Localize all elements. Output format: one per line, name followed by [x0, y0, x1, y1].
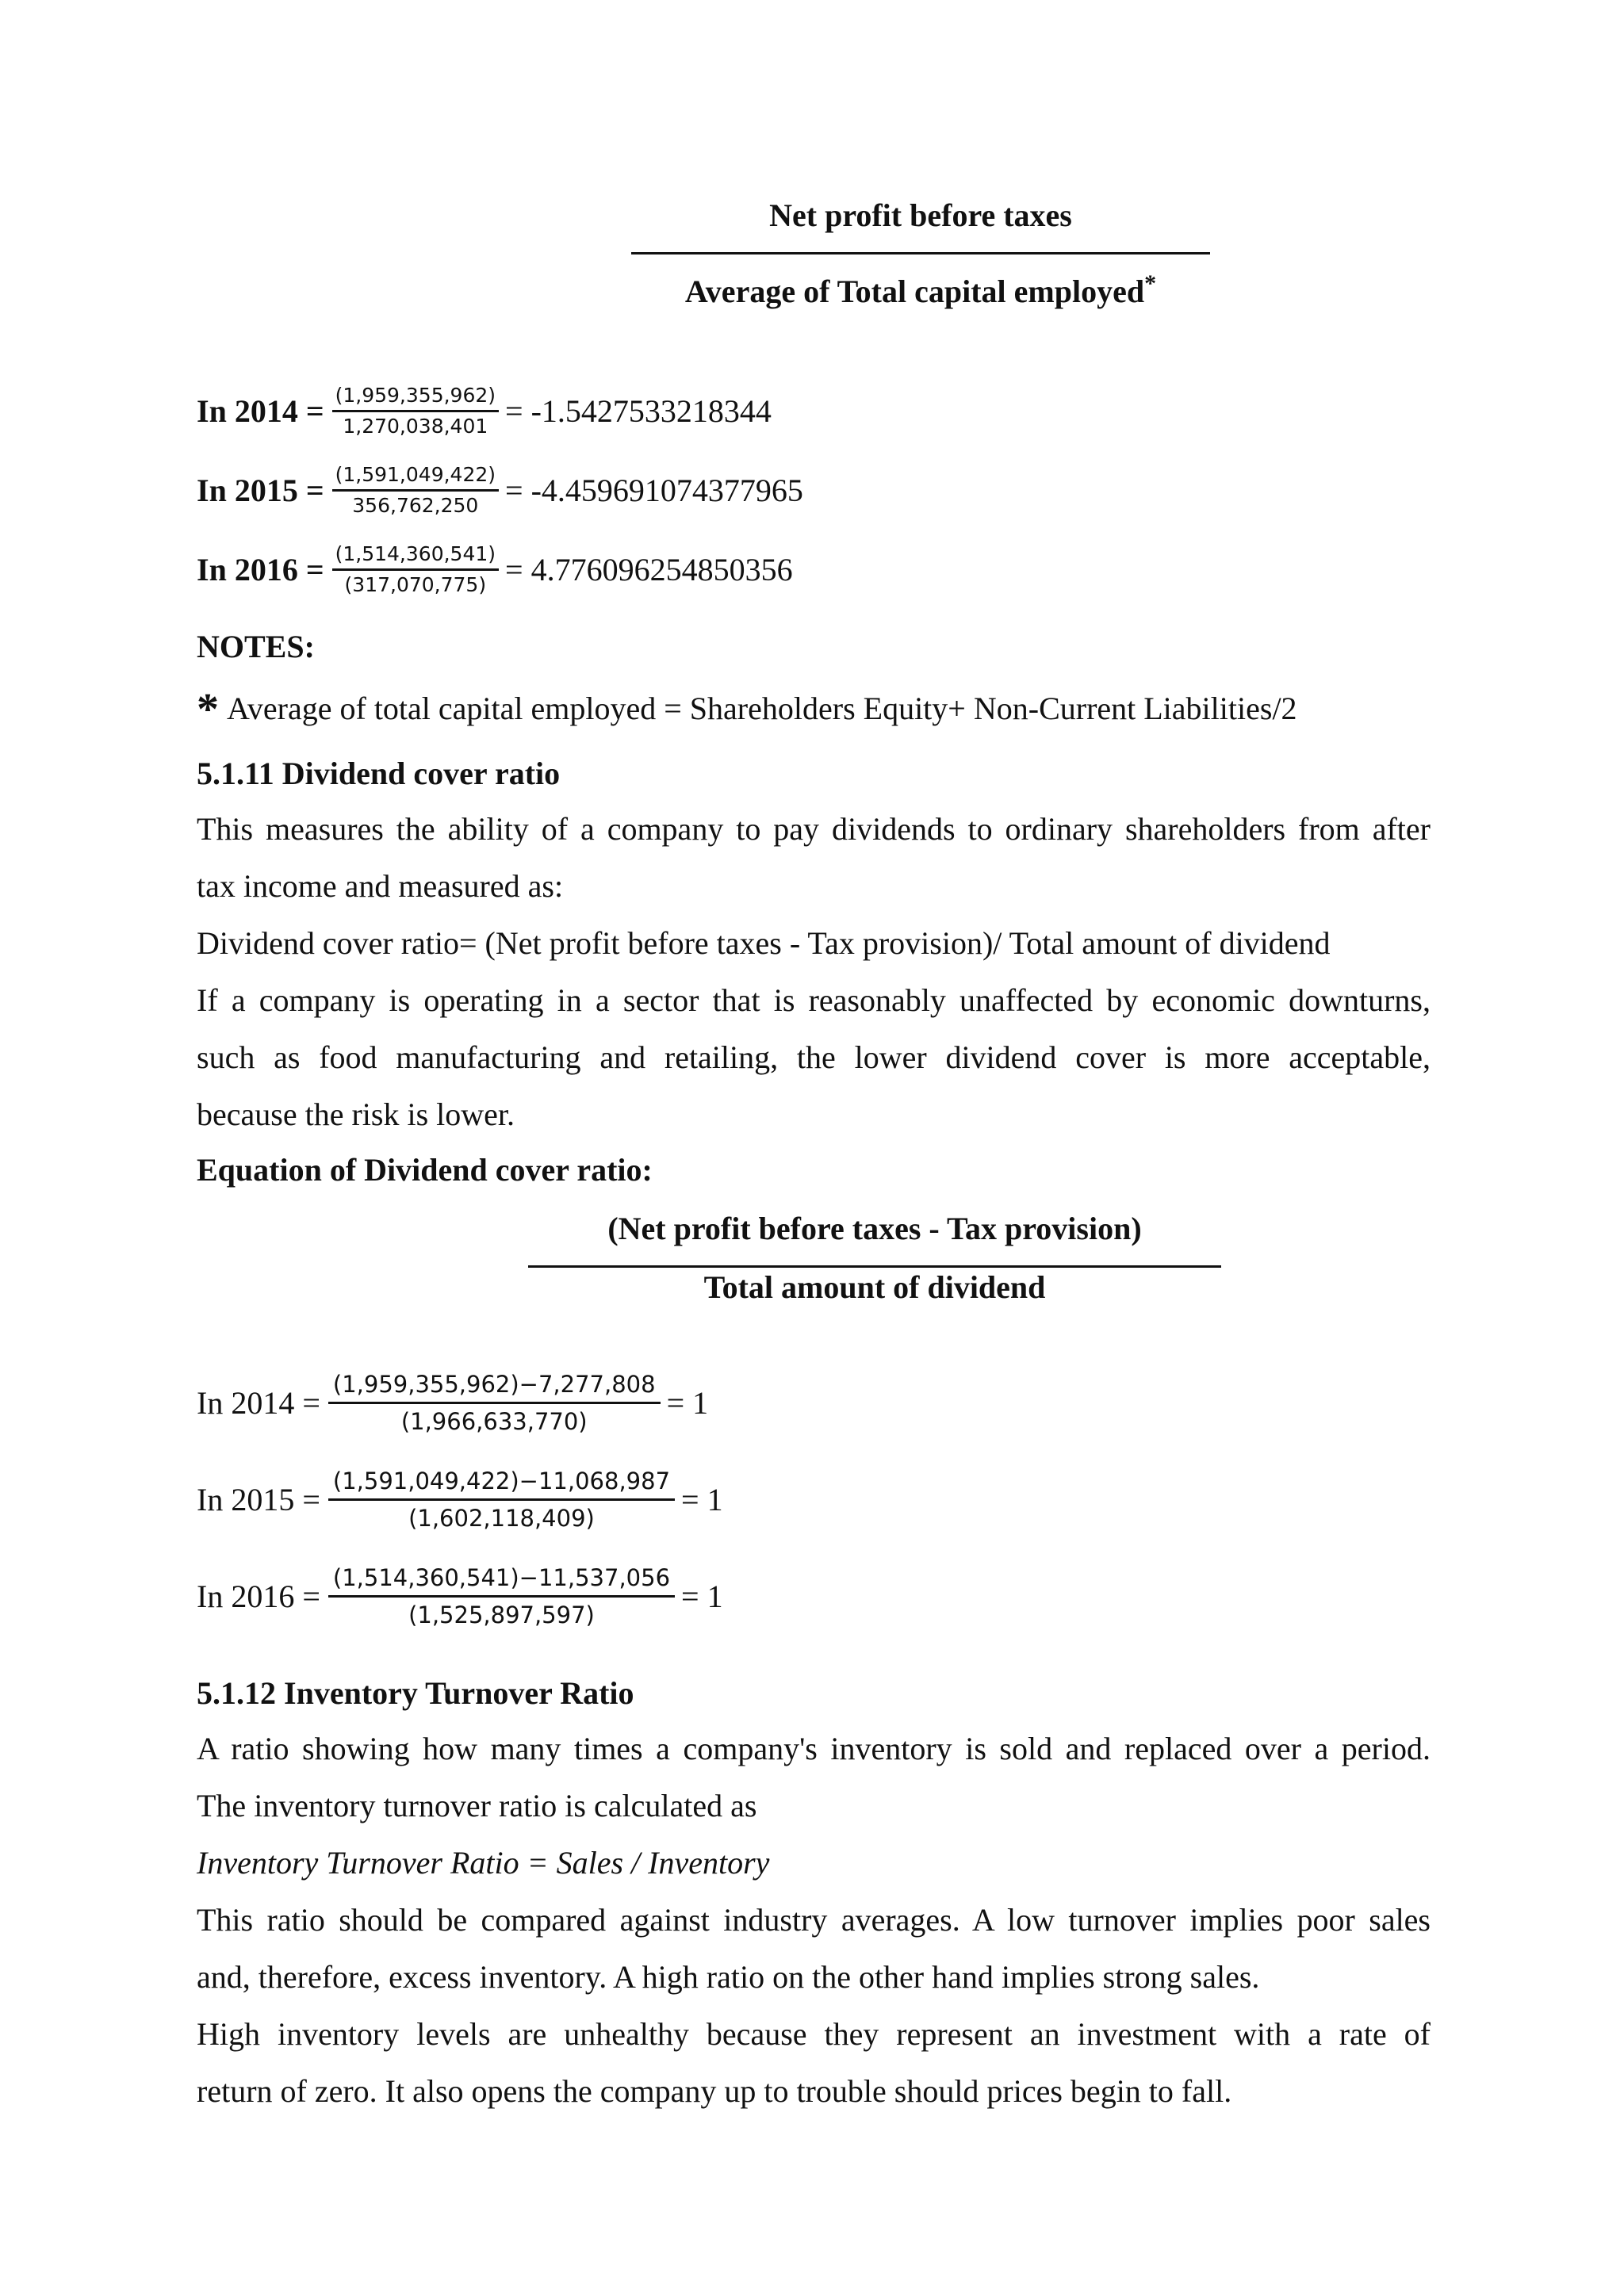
roce-denominator — [631, 265, 1210, 311]
row-label: In 2014 = — [197, 1385, 320, 1421]
text-line: The inventory turnover ratio is calculated as — [197, 1788, 757, 1823]
fraction-numerator: (1,959,355,962) — [332, 384, 499, 412]
note-star: * — [197, 685, 219, 734]
dividend-intro — [197, 801, 1431, 1143]
fraction-denominator: 356,762,250 — [352, 494, 479, 517]
row-result: = 1 — [681, 1482, 723, 1517]
text-line: tax income and measured as: — [197, 868, 564, 904]
dividend-heading: 5.1.11 Dividend cover ratio — [197, 756, 561, 791]
row-fraction — [328, 1563, 675, 1629]
fraction-numerator: (1,591,049,422)−11,068,987 — [328, 1467, 675, 1501]
note-line — [197, 685, 1297, 734]
dividend-numerator: (Net profit before taxes - Tax provision) — [607, 1211, 1142, 1246]
row-fraction — [328, 1467, 675, 1533]
row-result: = 1 — [666, 1385, 709, 1421]
inventory-formula: Inventory Turnover Ratio = Sales / Inventory — [197, 1845, 770, 1881]
inventory-body — [197, 1720, 1431, 2120]
fraction-numerator: (1,959,355,962)−7,277,808 — [328, 1370, 661, 1404]
fraction-denominator: 1,270,038,401 — [343, 415, 488, 438]
text-line: because the risk is lower. — [197, 1096, 515, 1132]
row-label: In 2016 = — [197, 552, 324, 587]
fraction-numerator: (1,591,049,422) — [332, 463, 499, 492]
roce-fraction-line — [631, 252, 1210, 254]
roce-row-2014 — [197, 384, 772, 438]
fraction-denominator: (1,602,118,409) — [408, 1505, 595, 1532]
row-fraction — [332, 384, 499, 438]
text-line: and, therefore, excess inventory. A high ratio on the other hand implies strong sales. — [197, 1959, 1260, 1995]
row-label: In 2014 = — [197, 393, 324, 429]
row-label: In 2015 = — [197, 473, 324, 508]
roce-row-2015 — [197, 463, 803, 518]
roce-row-2016 — [197, 542, 793, 597]
row-result: = -1.5427533218344 — [505, 393, 772, 429]
row-label: In 2015 = — [197, 1482, 320, 1517]
text-line: High inventory levels are unhealthy because they represent an investment with a rate of — [197, 2016, 1431, 2052]
note-text: Average of total capital employed = Shareholders Equity+ Non-Current Liabilities/2 — [227, 691, 1297, 726]
text-line: return of zero. It also opens the company up to trouble should prices begin to fall. — [197, 2073, 1232, 2109]
dividend-fraction-line — [528, 1265, 1221, 1268]
notes-heading: NOTES: — [197, 629, 315, 664]
fraction-denominator: (1,966,633,770) — [400, 1408, 588, 1435]
row-result: = 1 — [681, 1578, 723, 1614]
text-line: Dividend cover ratio= (Net profit before taxes - Tax provision)/ Total amount of dividend — [197, 925, 1331, 961]
row-label: In 2016 = — [197, 1578, 320, 1614]
row-fraction — [328, 1370, 661, 1436]
equation-heading: Equation of Dividend cover ratio: — [197, 1152, 653, 1188]
inventory-heading: 5.1.12 Inventory Turnover Ratio — [197, 1675, 634, 1711]
row-result: = 4.776096254850356 — [505, 552, 793, 587]
text-line: If a company is operating in a sector that is reasonably unaffected by economic downturns, — [197, 982, 1431, 1018]
row-fraction — [332, 463, 499, 518]
dividend-row-2016 — [197, 1563, 723, 1629]
dividend-row-2014 — [197, 1370, 708, 1436]
fraction-denominator: (1,525,897,597) — [408, 1601, 595, 1628]
roce-denominator-text: Average of Total capital employed — [684, 274, 1145, 309]
row-fraction — [332, 542, 499, 597]
fraction-numerator: (1,514,360,541)−11,537,056 — [328, 1563, 675, 1598]
text-line: This measures the ability of a company to pay dividends to ordinary shareholders from after — [197, 811, 1431, 847]
text-line: This ratio should be compared against industry averages. A low turnover implies poor sales — [197, 1902, 1431, 1938]
roce-numerator: Net profit before taxes — [769, 197, 1072, 233]
fraction-denominator: (317,070,775) — [344, 573, 487, 596]
dividend-row-2015 — [197, 1467, 723, 1533]
row-result: = -4.459691074377965 — [505, 473, 803, 508]
text-line: such as food manufacturing and retailing, the lower dividend cover is more acceptable, — [197, 1039, 1431, 1075]
fraction-numerator: (1,514,360,541) — [332, 542, 499, 571]
text-line: A ratio showing how many times a company's inventory is sold and replaced over a period. — [197, 1731, 1431, 1766]
footnote-mark: * — [1144, 270, 1157, 297]
dividend-denominator: Total amount of dividend — [703, 1269, 1046, 1305]
